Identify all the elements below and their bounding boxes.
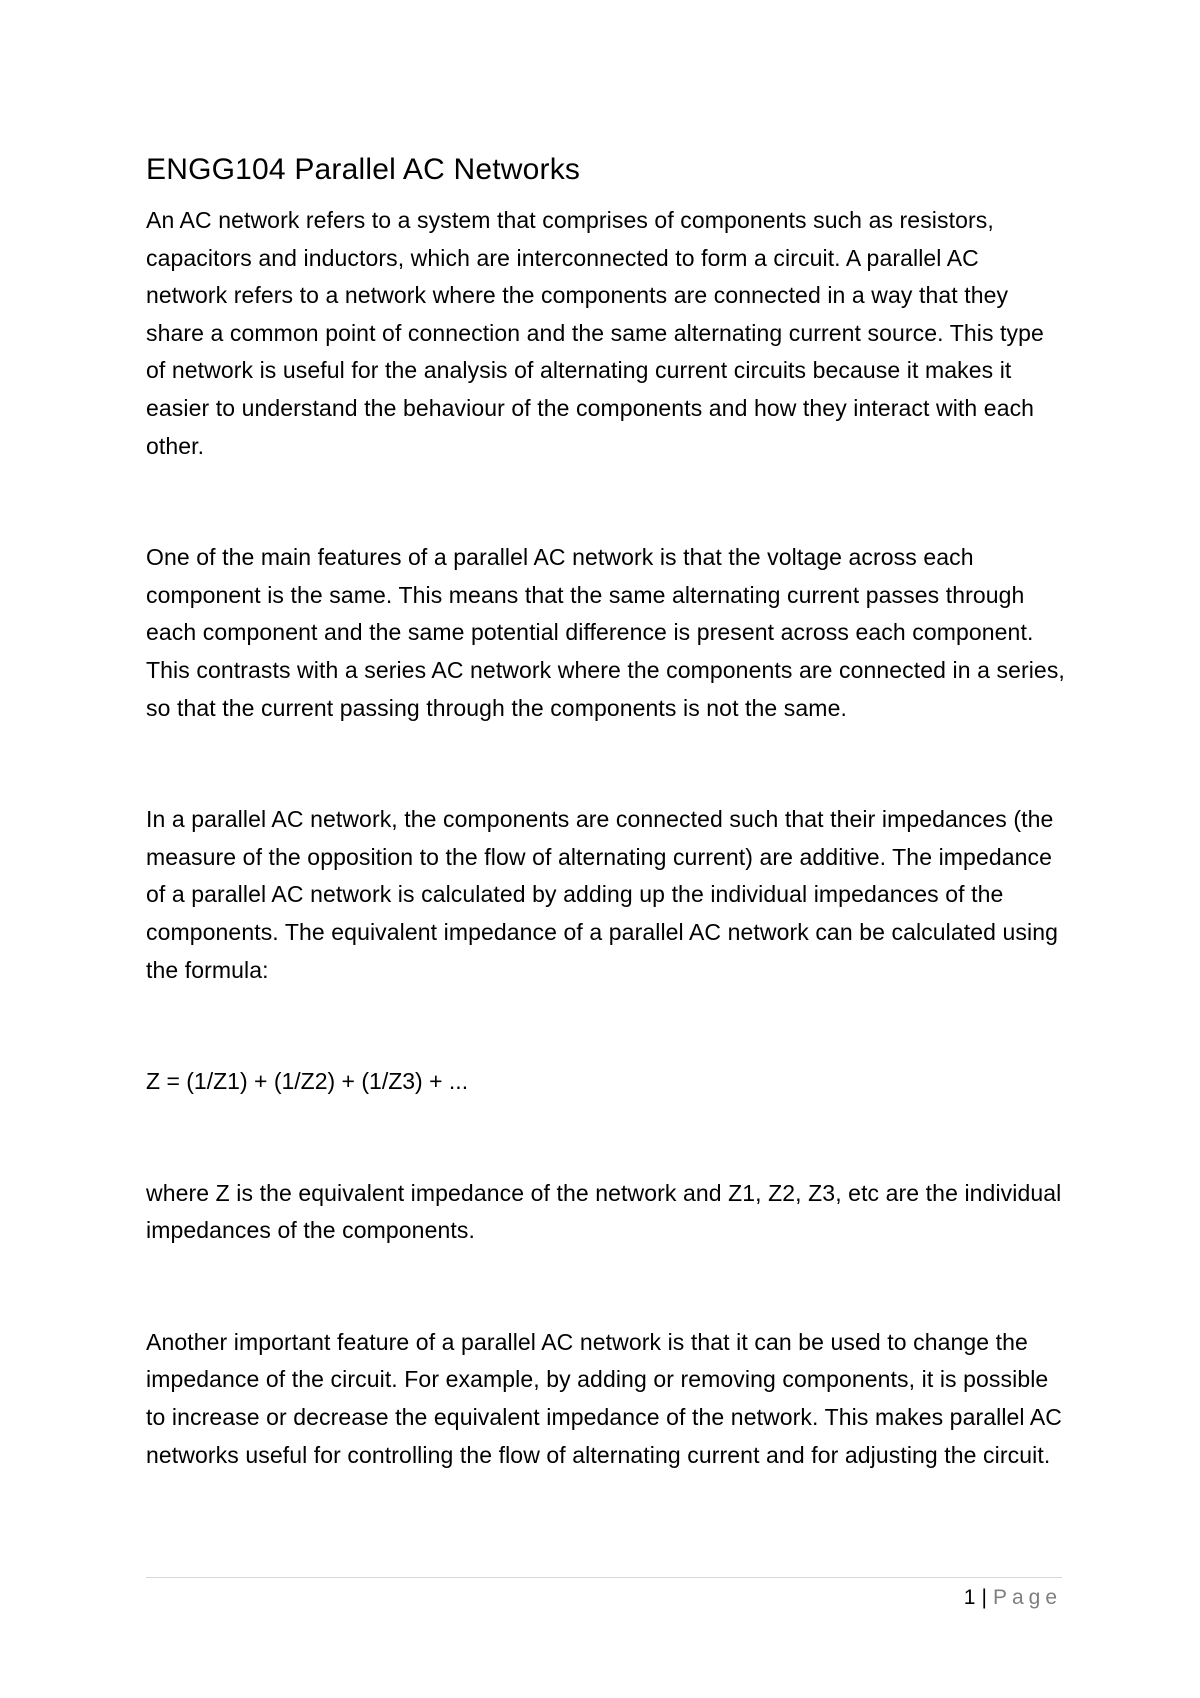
footer-divider bbox=[146, 1577, 1062, 1578]
paragraph-formula-explanation: where Z is the equivalent impedance of the network and Z1, Z2, Z3, etc are the individual impedances of the components. bbox=[146, 1179, 1062, 1244]
paragraph-voltage: One of the main features of a parallel AC network is that the voltage across each component is the same. This means that the same alternating current passes through each component and the same potential difference is present across each component. This contrasts with a series AC network where the components are connected in a series, so that the current passing through the components is not the same. bbox=[146, 544, 1065, 721]
document-title: ENGG104 Parallel AC Networks bbox=[146, 153, 581, 186]
paragraph-applications: Another important feature of a parallel AC network is that it can be used to change the impedance of the circuit. For example, by adding or removing components, it is possible to increase or decrease the equivalent impedance of the network. This makes parallel AC networks useful for controlling the flow of alternating current and for adjusting the circuit. bbox=[146, 1328, 1062, 1468]
page-number: 1 bbox=[963, 1586, 976, 1609]
paragraph-spacer bbox=[146, 989, 1066, 1063]
paragraph-spacer bbox=[146, 1101, 1066, 1175]
page-footer bbox=[964, 1584, 1062, 1612]
paragraph-impedance: In a parallel AC network, the components are connected such that their impedances (the measure of the opposition to the flow of alternating current) are additive. The impedance of a parallel AC network is calculated by adding up the individual impedances of the components. The equivalent impedance of a parallel AC network can be calculated using the formula: bbox=[146, 806, 1059, 983]
impedance-formula: Z = (1/Z1) + (1/Z2) + (1/Z3) + ... bbox=[146, 1068, 469, 1095]
document-body bbox=[146, 148, 1066, 1474]
page-label: Page bbox=[992, 1586, 1062, 1609]
paragraph-spacer bbox=[146, 727, 1066, 801]
paragraph-spacer bbox=[146, 465, 1066, 539]
footer-separator: | bbox=[981, 1586, 987, 1609]
paragraph-intro: An AC network refers to a system that comprises of components such as resistors, capacitors and inductors, which are interconnected to form a circuit. A parallel AC network refers to a network where the components are connected in a way that they share a common point of connection and the same alternating current source. This type of network is useful for the analysis of alternating current circuits because it makes it easier to understand the behaviour of the components and how they interact with each other. bbox=[146, 207, 1044, 459]
paragraph-spacer bbox=[146, 1250, 1066, 1324]
